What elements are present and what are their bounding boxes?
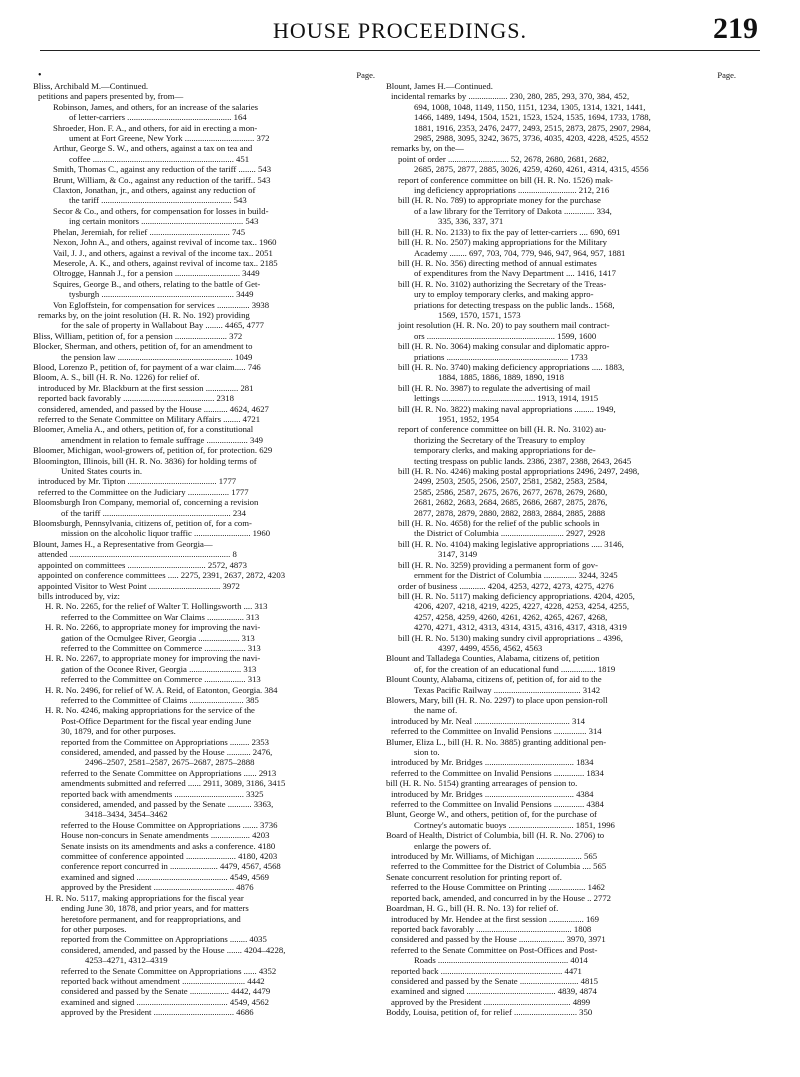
index-line: 4397, 4499, 4556, 4562, 4563	[438, 642, 543, 653]
index-line: 2877, 2878, 2879, 2880, 2882, 2883, 2884, 2885, 2888	[414, 507, 606, 518]
index-line: referred to the Committee on War Claims ................. 313	[61, 611, 260, 622]
index-line: examined and signed ......................................... 4839, 4874	[391, 986, 597, 997]
right-index-lines	[386, 81, 736, 1018]
index-line: Boardman, H. G., bill (H. R. No. 13) for relief of.	[386, 903, 559, 914]
index-line: enlarge the powers of.	[414, 840, 492, 851]
index-line: Bliss, Archibald M.—Continued.	[33, 81, 149, 91]
index-line: thorizing the Secretary of the Treasury to employ	[414, 434, 586, 445]
index-line: bill (H. R. No. 3064) making consular and diplomatic appro-	[398, 341, 610, 352]
index-line: Robinson, James, and others, for an increase of the salaries	[53, 101, 259, 112]
index-line: reported from the Committee on Appropriations ........ 4035	[61, 934, 267, 945]
index-line: ors ........................................................... 1599, 1600	[414, 330, 597, 341]
index-line: Vail, J. J., and others, against a revival of the income tax.. 2051	[53, 247, 273, 258]
index-line: 2685, 2875, 2877, 2885, 3026, 4259, 4260, 4261, 4314, 4315, 4556	[414, 164, 649, 175]
index-line: approved by the President ..................................... 4686	[61, 1007, 254, 1018]
index-line: H. R. No. 5117, making appropriations for the fiscal year	[45, 892, 244, 903]
index-line: remarks by, on the joint resolution (H. R. No. 192) providing	[38, 309, 250, 320]
left-index-lines	[33, 81, 375, 1018]
index-line: 30, 1879, and for other purposes.	[61, 726, 176, 737]
index-line: referred to the Senate Committee on Post-Offices and Post-	[391, 944, 598, 955]
index-line: Senate insists on its amendments and asks a conference. 4180	[61, 840, 276, 851]
index-line: Bloomer, Amelia A., and others, petition of, for a constitutional	[33, 424, 254, 435]
index-line: appointed Visitor to West Point ................................. 3972	[38, 580, 240, 591]
index-line: 335, 336, 337, 371	[438, 216, 504, 227]
index-line: 1569, 1570, 1571, 1573	[438, 309, 521, 320]
index-line: considered and passed by the House ..................... 3970, 3971	[391, 934, 606, 945]
index-line: incidental remarks by .................. 230, 280, 285, 293, 370, 384, 452,	[391, 91, 630, 102]
index-line: Bloomer, Michigan, wool-growers of, petition of, for protection. 629	[33, 445, 273, 456]
index-line: approved by the President ..................................... 4876	[61, 882, 254, 893]
index-line: 3418–3434, 3454–3462	[85, 809, 168, 820]
index-line: introduced by Mr. Tipton ......................................... 1777	[38, 476, 237, 487]
index-line: bills introduced by, viz:	[38, 590, 120, 601]
index-line: of a law library for the Territory of Dakota .............. 334,	[414, 205, 612, 216]
index-line: introduced by Mr. Bridges ......................................... 1834	[391, 757, 594, 768]
index-line: Post-Office Department for the fiscal year ending June	[61, 715, 252, 726]
index-line: introduced by Mr. Blackburn at the first session ............... 281	[38, 382, 254, 393]
index-line: H. R. No. 2496, for relief of W. A. Reid, of Eatonton, Georgia. 384	[45, 684, 278, 695]
index-line: ing deficiency appropriations ........................... 212, 216	[414, 185, 610, 196]
index-line: Blood, Lorenzo P., petition of, for payment of a war claim..... 746	[33, 361, 261, 372]
index-line: Bloomsburgh, Pennsylvania, citizens of, petition of, for a com-	[33, 518, 252, 529]
index-line: referred to the Committee on Commerce ................... 313	[61, 674, 261, 685]
index-line: report of conference committee on bill (H. R. No. 1526) mak-	[398, 174, 613, 185]
index-line: 4257, 4258, 4259, 4260, 4261, 4262, 4265, 4267, 4268,	[414, 611, 608, 622]
index-line: heretofore permanent, and for reappropriations, and	[61, 913, 241, 924]
index-line: Blumer, Eliza L., bill (H. R. No. 3885) granting additional pen-	[386, 736, 607, 747]
index-line: 1466, 1489, 1494, 1504, 1521, 1523, 1524, 1535, 1694, 1733, 1788,	[414, 112, 651, 123]
index-line: bill (H. R. No. 3259) providing a permanent form of gov-	[398, 559, 599, 570]
index-line: Bloomsburgh Iron Company, memorial of, concerning a revision	[33, 497, 259, 508]
index-line: reported back favorably ............................................ 1808	[391, 923, 592, 934]
index-line: United States courts in.	[61, 466, 143, 477]
page-number: 219	[713, 12, 758, 45]
index-line: the pension law ..................................................... 1049	[61, 351, 253, 362]
index-line: 4253–4271, 4312–4319	[85, 955, 168, 966]
index-line: referred to the Committee on the Judiciary ................... 1777	[38, 486, 249, 497]
index-line: Senate concurrent resolution for printing report of.	[386, 871, 562, 882]
index-line: referred to the Committee on Invalid Pensions .............. 4384	[391, 799, 604, 810]
index-line: Brunt, William, & Co., against any reduction of the tariff.. 543	[53, 174, 271, 185]
index-line: referred to the Senate Committee on Appropriations ...... 4352	[61, 965, 277, 976]
index-line: Bliss, William, petition of, for a pension ........................ 372	[33, 330, 243, 341]
index-line: 2585, 2586, 2587, 2675, 2676, 2677, 2678, 2679, 2680,	[414, 486, 608, 497]
index-line: Bloom, A. S., bill (H. R. No. 1226) for relief of.	[33, 372, 200, 383]
index-line: H. R. No. 4246, making appropriations for the service of the	[45, 705, 255, 716]
index-line: bill (H. R. No. 3987) to regulate the advertising of mail	[398, 382, 591, 393]
index-line: for the sale of property in Wallabout Bay ........ 4465, 4777	[61, 320, 265, 331]
index-line: referred to the House Committee on Appropriations ....... 3736	[61, 819, 278, 830]
index-line: Phelan, Jeremiah, for relief ..................................... 745	[53, 226, 246, 237]
index-line: considered, amended, and passed by the House ........... 4624, 4627	[38, 403, 269, 414]
index-line: Shroeder, Hon. F. A., and others, for aid in erecting a mon-	[53, 122, 258, 133]
index-line: bill (H. R. No. 2507) making appropriations for the Military	[398, 237, 607, 248]
index-line: 1884, 1885, 1886, 1889, 1890, 1918	[438, 372, 564, 383]
index-line: bill (H. R. No. 356) directing method of annual estimates	[398, 257, 597, 268]
index-line: Texas Pacific Railway ........................................ 3142	[414, 684, 601, 695]
index-line: ing certain monitors ............................................... 543	[69, 216, 259, 227]
index-line: considered, amended, and passed by the Senate ........... 3363,	[61, 799, 274, 810]
index-line: Blunt, George W., and others, petition of, for the purchase of	[386, 809, 597, 820]
index-line: bill (H. R. No. 4246) making postal appropriations 2496, 2497, 2498,	[398, 466, 640, 477]
index-line: bill (H. R. No. 5117) making deficiency appropriations. 4204, 4205,	[398, 590, 635, 601]
index-line: H. R. No. 2266, to appropriate money for improving the navi-	[45, 622, 261, 633]
index-line: Cortney's automatic buoys .............................. 1851, 1996	[414, 819, 615, 830]
index-line: Board of Health, District of Columbia, bill (H. R. No. 2706) to	[386, 830, 605, 841]
index-line: order of business ............ 4204, 4253, 4272, 4273, 4275, 4276	[398, 580, 614, 591]
index-line: appointed on conference committees ..... 2275, 2391, 2637, 2872, 4203	[38, 570, 286, 581]
index-line: introduced by Mr. Bridges ......................................... 4384	[391, 788, 594, 799]
bullet-mark: •	[38, 70, 42, 81]
index-line: Blount, James H., a Representative from Georgia—	[33, 538, 213, 549]
index-line: temporary clerks, and making appropriations for de-	[414, 445, 596, 456]
index-line: examined and signed .......................................... 4549, 4562	[61, 996, 269, 1007]
index-line: the District of Columbia ............................. 2927, 2928	[414, 528, 606, 539]
index-line: considered, amended, and passed by the House ....... 4204–4228,	[61, 944, 286, 955]
index-line: remarks by, on the—	[391, 143, 464, 154]
index-line: Secor & Co., and others, for compensation for losses in build-	[53, 205, 269, 216]
index-line: Meserole, A. K., and others, against revival of income tax.. 2185	[53, 257, 278, 268]
index-line: reported back without amendment ............................. 4442	[61, 975, 265, 986]
index-line: 694, 1008, 1048, 1149, 1150, 1151, 1234, 1305, 1314, 1321, 1441,	[414, 101, 646, 112]
index-line: referred to the Senate Committee on Appropriations ...... 2913	[61, 767, 277, 778]
index-line: reported back favorably .......................................... 2318	[38, 393, 234, 404]
index-line: H. R. No. 2265, for the relief of Walter T. Hollingsworth .... 313	[45, 601, 268, 612]
index-line: priations for detecting trespass on the public lands.. 1568,	[414, 299, 615, 310]
index-line: referred to the Committee for the District of Columbia .... 565	[391, 861, 607, 872]
index-line: Academy ........ 697, 703, 704, 779, 946, 947, 964, 957, 1881	[414, 247, 626, 258]
index-line: appointed on committees .................................... 2572, 4873	[38, 559, 247, 570]
index-line: priations ........................................................ 1733	[414, 351, 588, 362]
index-line: ending June 30, 1878, and prior years, and for matters	[61, 903, 249, 914]
index-line: tysburgh ............................................................. 3449	[69, 289, 254, 300]
index-line: ury to employ temporary clerks, and making appro-	[414, 289, 594, 300]
index-line: bill (H. R. No. 4104) making legislative appropriations ..... 3146,	[398, 538, 624, 549]
index-line: Blount and Talladega Counties, Alabama, citizens of, petition	[386, 653, 600, 664]
left-column	[33, 70, 375, 1018]
index-line: amendment in relation to female suffrage ................... 349	[61, 434, 264, 445]
index-line: reported back with amendments ................................ 3325	[61, 788, 264, 799]
index-line: 2499, 2503, 2505, 2506, 2507, 2581, 2582, 2583, 2584,	[414, 476, 608, 487]
index-line: H. R. No. 2267, to appropriate money for improving the navi-	[45, 653, 261, 664]
index-line: Von Egloffstein, for compensation for services ............... 3938	[53, 299, 270, 310]
index-line: gation of the Oconee River, Georgia ........................ 313	[61, 663, 257, 674]
index-line: committee of conference appointed ....................... 4180, 4203	[61, 851, 278, 862]
index-line: 4206, 4207, 4218, 4219, 4225, 4227, 4228, 4253, 4254, 4255,	[414, 601, 630, 612]
index-line: Oltrogge, Hannah J., for a pension .............................. 3449	[53, 268, 260, 279]
index-line: Blocker, Sherman, and others, petition of, for an amendment to	[33, 341, 253, 352]
index-line: 2985, 2988, 3095, 3242, 3675, 3736, 4035, 4203, 4228, 4525, 4552	[414, 133, 649, 144]
index-line: referred to the Committee on Invalid Pensions ............... 314	[391, 726, 602, 737]
index-line: conference report concurred in ...................... 4479, 4567, 4568	[61, 861, 281, 872]
index-line: Blowers, Mary, bill (H. R. No. 2297) to place upon pension-roll	[386, 694, 608, 705]
index-line: ument at Fort Greene, New York ................................ 372	[69, 133, 270, 144]
index-line: referred to the Committee of Claims ......................... 385	[61, 694, 259, 705]
index-line: bill (H. R. No. 2133) to fix the pay of letter-carriers .... 690, 691	[398, 226, 621, 237]
index-line: bill (H. R. No. 3102) authorizing the Secretary of the Treas-	[398, 278, 607, 289]
index-line: the tariff ............................................................ 543	[69, 195, 247, 206]
index-line: bill (H. R. No. 5130) making sundry civil appropriations .. 4396,	[398, 632, 623, 643]
index-line: Blount, James H.—Continued.	[386, 81, 493, 91]
index-line: approved by the President ........................................ 4899	[391, 996, 591, 1007]
page-header	[40, 12, 760, 48]
index-line: introduced by Mr. Williams, of Michigan ..................... 565	[391, 851, 598, 862]
index-line: 1881, 1916, 2353, 2476, 2477, 2493, 2515, 2873, 2875, 2907, 2984,	[414, 122, 651, 133]
index-line: referred to the Committee on Invalid Pensions .............. 1834	[391, 767, 604, 778]
index-line: Arthur, George S. W., and others, against a tax on tea and	[53, 143, 253, 154]
index-line: sion to.	[414, 747, 440, 757]
index-line: of, for the creation of an educational fund ................ 1819	[414, 663, 616, 674]
index-line: for other purposes.	[61, 923, 127, 934]
index-line: tecting trespass on public lands. 2386, 2387, 2388, 2643, 2645	[414, 455, 632, 466]
index-line: Bloomington, Illinois, bill (H. R. No. 3836) for holding terms of	[33, 455, 257, 466]
header-rule	[40, 50, 760, 51]
index-line: reported back, amended, and concurred in by the House .. 2772	[391, 892, 612, 903]
index-line: 2681, 2682, 2683, 2684, 2685, 2686, 2687, 2875, 2876,	[414, 497, 608, 508]
index-line: petitions and papers presented by, from—	[38, 91, 184, 102]
index-line: Blount County, Alabama, citizens of, petition of, for aid to the	[386, 674, 602, 685]
index-line: Roads ............................................................ 4014	[414, 955, 588, 966]
index-line: coffee ................................................................. 451	[69, 153, 250, 164]
index-line: Smith, Thomas C., against any reduction of the tariff ........ 543	[53, 164, 272, 175]
page-column-label: Page.	[717, 70, 736, 80]
index-line: report of conference committee on bill (H. R. No. 3102) au-	[398, 424, 607, 435]
index-line: Claxton, Jonathan, jr., and others, against any reduction of	[53, 185, 256, 196]
index-line: 3147, 3149	[438, 549, 478, 560]
index-line: considered and passed by the Senate ........................... 4815	[391, 975, 599, 986]
index-line: of expenditures from the Navy Department .... 1416, 1417	[414, 268, 616, 279]
index-line: reported back ........................................................ 4471	[391, 965, 582, 976]
index-line: introduced by Mr. Hendee at the first session ................ 169	[391, 913, 599, 924]
index-line: referred to the Committee on Commerce ................... 313	[61, 642, 261, 653]
index-line: the name of.	[414, 705, 458, 716]
index-line: bill (H. R. No. 3740) making deficiency appropriations ..... 1883,	[398, 361, 625, 372]
index-line: considered, amended, and passed by the House ........... 2476,	[61, 747, 273, 757]
index-line: Boddy, Louisa, petition of, for relief ............................. 350	[386, 1007, 593, 1018]
index-line: considered and passed by the Senate .................. 4442, 4479	[61, 986, 271, 997]
index-line: examined and signed .......................................... 4549, 4569	[61, 871, 269, 882]
index-line: introduced by Mr. Neal ............................................ 314	[391, 715, 586, 726]
index-line: 2496–2507, 2581–2587, 2675–2687, 2875–2888	[85, 757, 255, 768]
index-line: referred to the House Committee on Printing ................. 1462	[391, 882, 606, 893]
index-line: mission on the alcoholic liquor traffic .......................... 1960	[61, 528, 271, 539]
index-line: 4270, 4271, 4312, 4313, 4314, 4315, 4316, 4317, 4318, 4319	[414, 622, 627, 633]
index-line: referred to the Senate Committee on Military Affairs ........ 4721	[38, 414, 261, 424]
right-column	[386, 70, 736, 1018]
index-line: bill (H. R. No. 4658) for the relief of the public schools in	[398, 518, 600, 529]
index-line: ernment for the District of Columbia ............... 3244, 3245	[414, 570, 618, 581]
index-line: joint resolution (H. R. No. 20) to pay southern mail contract-	[398, 320, 610, 331]
index-line: bill (H. R. No. 789) to appropriate money for the purchase	[398, 195, 601, 206]
index-line: reported from the Committee on Appropriations ......... 2353	[61, 736, 269, 747]
index-line: bill (H. R. No. 5154) granting arrearages of pension to.	[386, 778, 578, 789]
index-line: bill (H. R. No. 3822) making naval appropriations ......... 1949,	[398, 403, 616, 414]
index-line: amendments submitted and referred ...... 2911, 3089, 3186, 3415	[61, 778, 286, 789]
index-line: House non-concurs in Senate amendments .................. 4203	[61, 830, 270, 841]
index-line: Squires, George B., and others, relating to the battle of Get-	[53, 278, 261, 289]
index-line: gation of the Ocmulgee River, Georgia ................... 313	[61, 632, 255, 643]
index-line: attended .......................................................................... 8	[38, 549, 237, 560]
index-line: Nexon, John A., and others, against revival of income tax.. 1960	[53, 237, 277, 248]
index-line: point of order ............................ 52, 2678, 2680, 2681, 2682,	[398, 153, 609, 164]
index-line: of the tariff ........................................................... 234	[61, 507, 246, 518]
page-title: HOUSE PROCEEDINGS.	[273, 18, 527, 43]
index-line: of letter-carriers ................................................ 164	[69, 112, 247, 123]
index-line: 1951, 1952, 1954	[438, 414, 499, 424]
page-column-label: Page.	[356, 70, 375, 80]
index-line: lettings ........................................... 1913, 1914, 1915	[414, 393, 599, 404]
